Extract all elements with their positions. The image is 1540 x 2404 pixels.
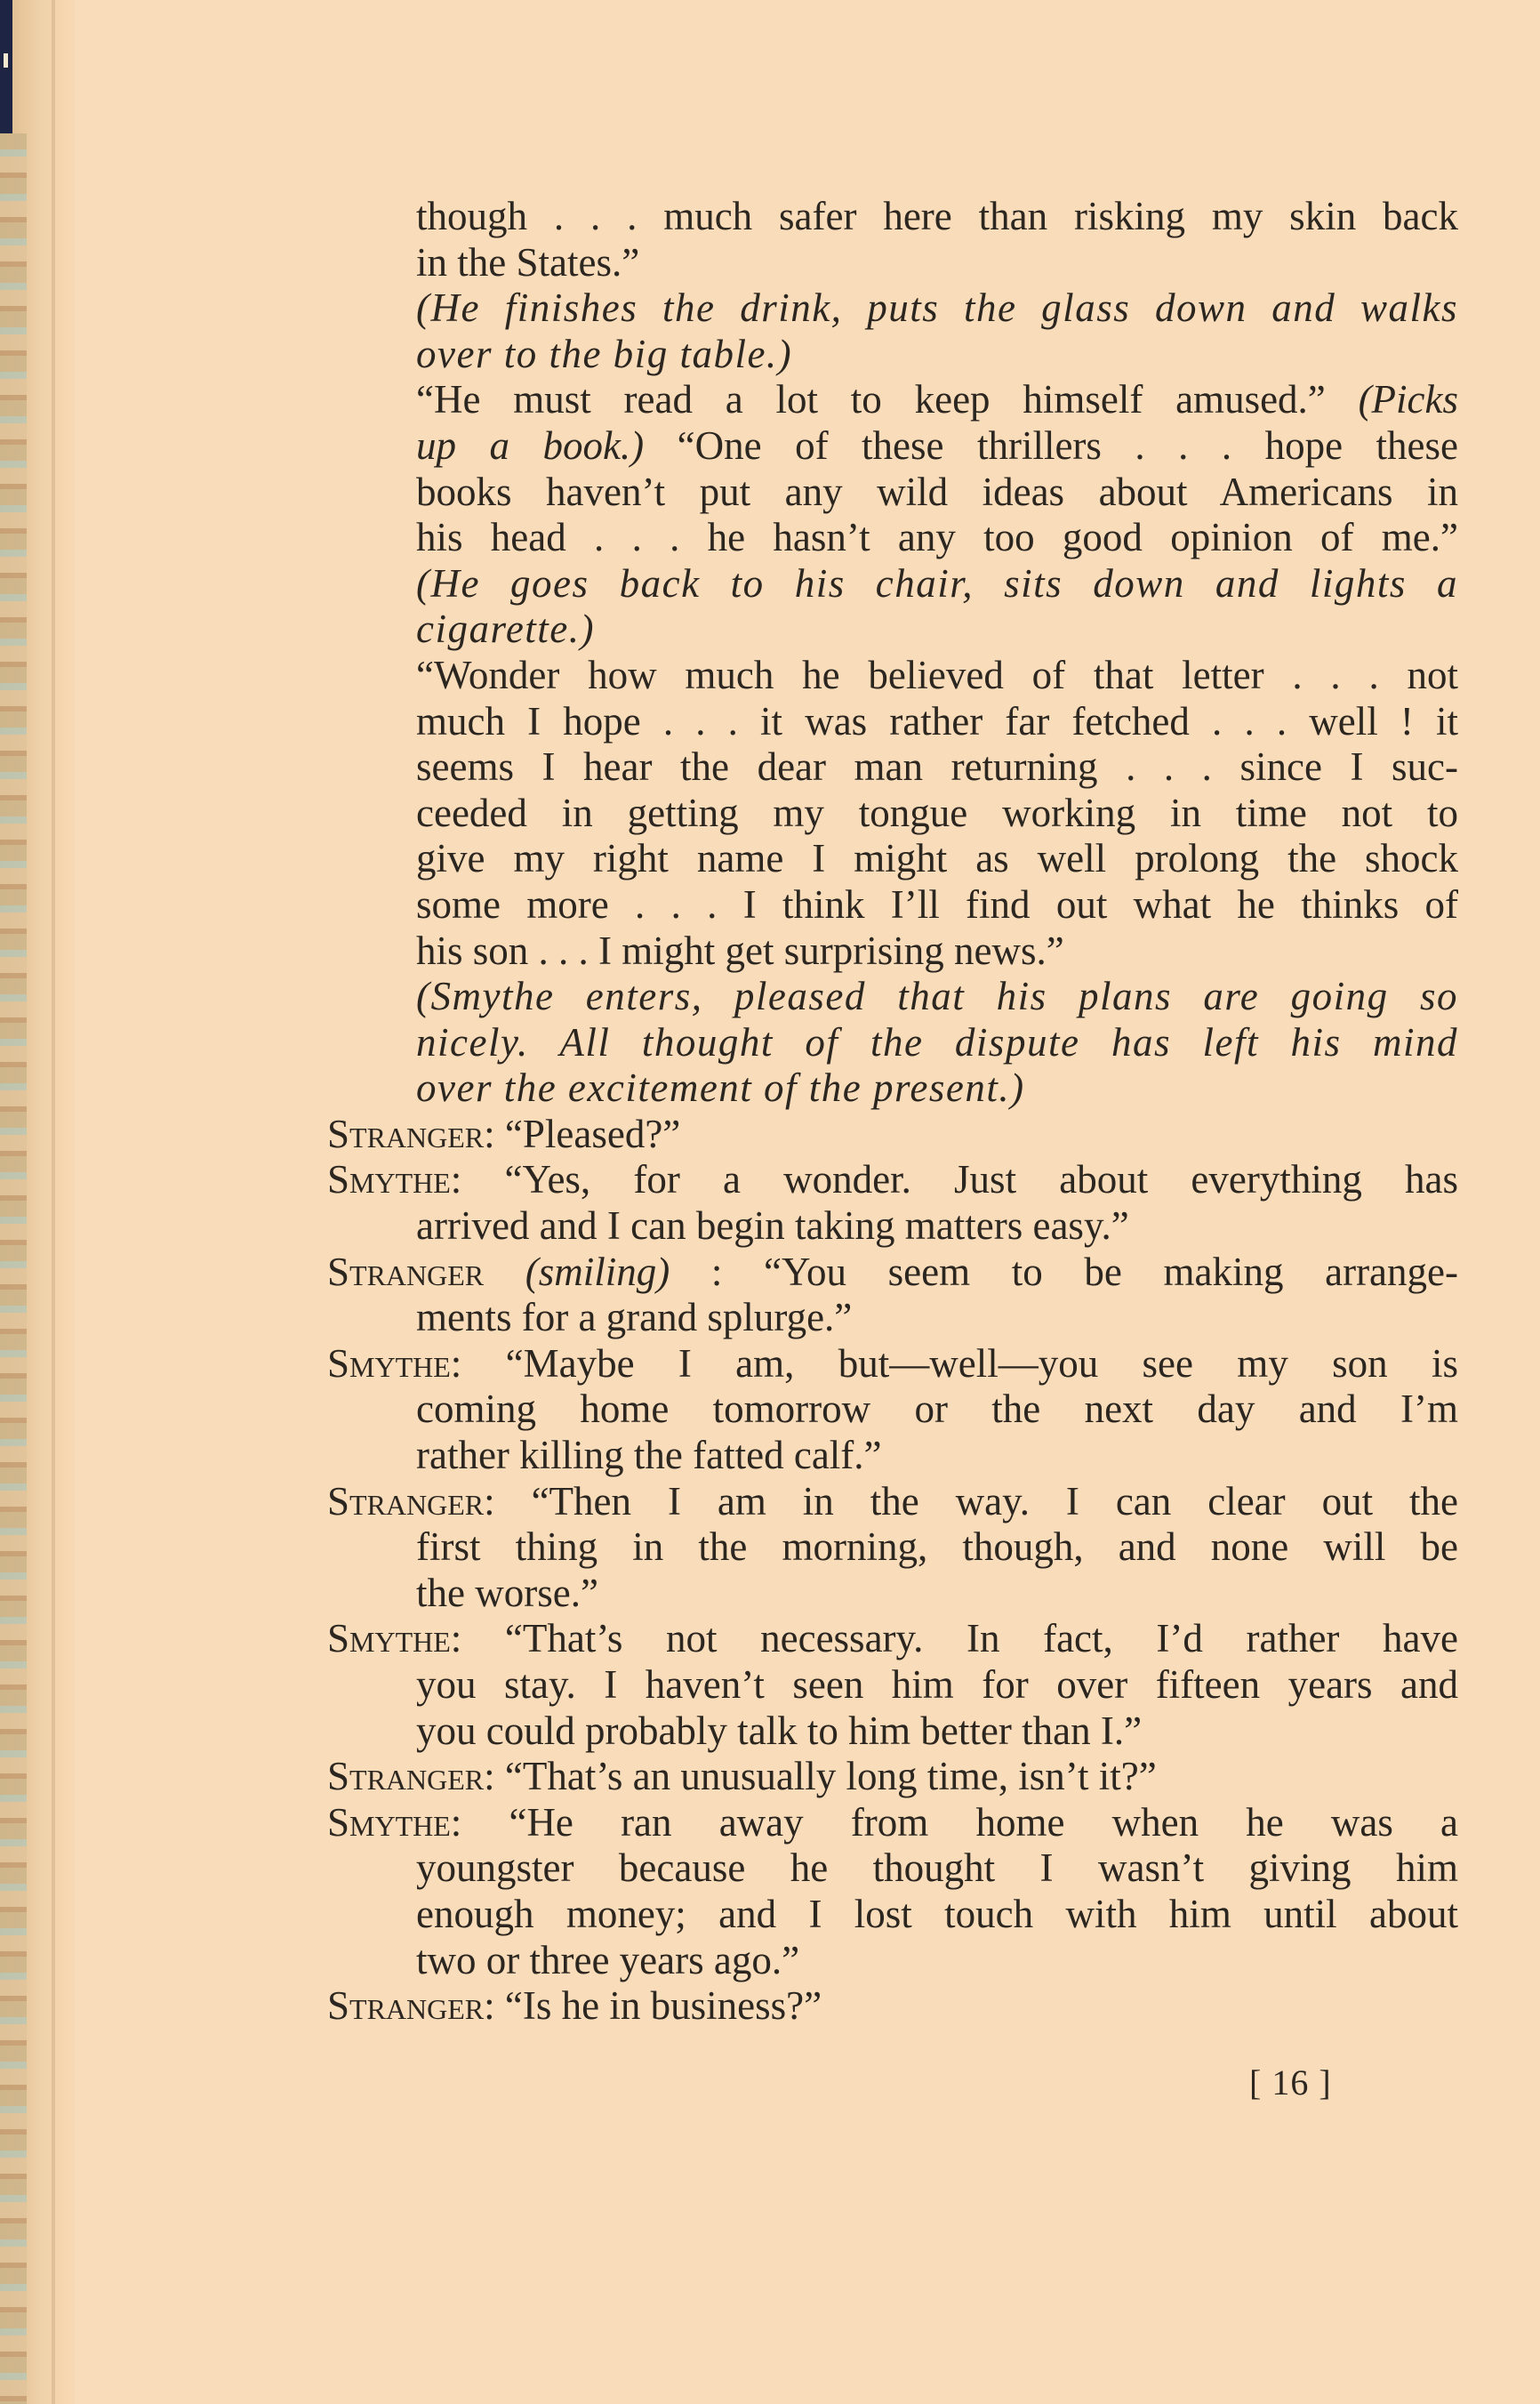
text-line (327, 1571, 1458, 1617)
text-run: some more . . . I think I’ll find out what he thinks of (416, 881, 1458, 927)
page-text (327, 194, 1458, 2030)
stage-direction-line (327, 607, 1458, 653)
binding-edge (0, 133, 27, 2404)
text-run: coming home tomorrow or the next day and I’m (416, 1387, 1458, 1432)
text-run: ments for a grand splurge.” (416, 1295, 853, 1340)
dialogue-line (327, 1479, 1458, 1525)
stage-direction-line (327, 1065, 1458, 1112)
stage-direction-line (327, 561, 1458, 607)
speaker-name: Smythe (327, 1799, 451, 1845)
text-line (327, 1433, 1458, 1479)
text-run: his son . . . I might get surprising news.” (416, 928, 1064, 973)
speaker-name: Smythe (327, 1616, 451, 1661)
speaker-name: Smythe (327, 1157, 451, 1202)
text-run: : “Yes, for a wonder. Just about everything has (450, 1157, 1458, 1202)
text-line (327, 1295, 1458, 1341)
text-run: rather killing the fatted calf.” (416, 1433, 882, 1478)
text-run: : “Then I am in the way. I can clear out the (484, 1478, 1458, 1524)
text-line (327, 653, 1458, 699)
text-line (327, 1938, 1458, 1984)
speaker-name: Stranger (327, 1478, 485, 1524)
text-line (327, 1662, 1458, 1709)
dialogue-line (327, 1250, 1458, 1296)
text-run: two or three years ago.” (416, 1937, 800, 1982)
speaker-name: Stranger (327, 1111, 485, 1156)
text-run: enough money; and I lost touch with him until about (416, 1891, 1458, 1936)
dialogue-line (327, 1616, 1458, 1662)
stage-direction: up a book.) (416, 422, 645, 468)
text-run: though . . . much safer here than risking my skin back (416, 194, 1458, 238)
text-line (327, 699, 1458, 745)
dialogue-line (327, 1983, 1458, 2030)
speaker-name: Stranger (327, 1754, 485, 1799)
dialogue-line (327, 1754, 1458, 1800)
text-line (327, 377, 1458, 423)
speaker-name: Stranger (327, 1249, 485, 1294)
text-run: “Wonder how much he believed of that letter . . . not (416, 652, 1458, 697)
text-run: over to the big table.) (416, 331, 793, 376)
stage-direction-line (327, 285, 1458, 332)
stage-direction-line (327, 1020, 1458, 1066)
text-run: give my right name I might as well prolong the shock (416, 836, 1458, 881)
text-run: “One of these thrillers . . . hope these (644, 422, 1458, 468)
text-run: (Smythe enters, pleased that his plans are going so (416, 974, 1458, 1019)
text-line (327, 1845, 1458, 1892)
text-run: seems I hear the dear man returning . . . since I suc- (416, 744, 1458, 790)
text-run: : “Pleased?” (484, 1111, 681, 1156)
cover-edge (0, 0, 12, 133)
text-run: books haven’t put any wild ideas about Americans in (416, 469, 1458, 514)
text-line (327, 929, 1458, 975)
text-line (327, 194, 1458, 240)
stage-direction-line (327, 974, 1458, 1020)
text-run: youngster because he thought I wasn’t giving him (416, 1845, 1458, 1891)
text-run: his head . . . he hasn’t any too good opinion of me.” (416, 515, 1458, 560)
text-line (327, 836, 1458, 882)
text-run: the worse.” (416, 1570, 598, 1615)
dialogue-line (327, 1800, 1458, 1846)
text-run: first thing in the morning, though, and none will be (416, 1524, 1458, 1570)
text-line (327, 882, 1458, 929)
text-line (327, 515, 1458, 561)
text-line (327, 791, 1458, 837)
text-run: “He must read a lot to keep himself amused.” (416, 377, 1359, 422)
text-run: : “He ran away from home when he was a (450, 1799, 1458, 1845)
text-run: nicely. All thought of the dispute has left his mind (416, 1019, 1458, 1065)
text-run: in the States.” (416, 239, 640, 285)
text-line (327, 470, 1458, 516)
text-line (327, 1387, 1458, 1433)
text-line (327, 1892, 1458, 1938)
speaker-name: Smythe (327, 1340, 451, 1386)
cover-edge-mark (4, 53, 8, 68)
stage-direction: (smiling) (484, 1249, 670, 1294)
text-line (327, 1709, 1458, 1755)
text-run: ceeded in getting my tongue working in time not to (416, 790, 1458, 835)
gutter-shadow (52, 0, 55, 2404)
text-line (327, 240, 1458, 286)
text-run: you stay. I haven’t seen him for over fifteen years and (416, 1662, 1458, 1707)
text-run: (He finishes the drink, puts the glass down and walks (416, 285, 1458, 331)
speaker-name: Stranger (327, 1983, 485, 2029)
stage-direction: (Picks (1358, 377, 1458, 422)
dialogue-line (327, 1157, 1458, 1203)
text-line (327, 1524, 1458, 1571)
stage-direction-line (327, 332, 1458, 378)
text-run: over the excitement of the present.) (416, 1065, 1025, 1111)
text-line (327, 1203, 1458, 1250)
text-run: (He goes back to his chair, sits down and lights a (416, 560, 1458, 606)
page-number: [ 16 ] (1249, 2062, 1332, 2102)
text-run: you could probably talk to him better than I.” (416, 1708, 1143, 1753)
text-line (327, 423, 1458, 470)
text-run: arrived and I can begin taking matters easy.” (416, 1203, 1129, 1249)
text-run: cigarette.) (416, 607, 596, 652)
text-run: much I hope . . . it was rather far fetched . . . well ! it (416, 698, 1458, 744)
dialogue-line (327, 1112, 1458, 1158)
text-run: : “That’s an unusually long time, isn’t it?” (484, 1754, 1157, 1799)
text-run: : “Is he in business?” (484, 1983, 822, 2029)
text-line (327, 744, 1458, 791)
text-run: : “Maybe I am, but—well—you see my son is (450, 1340, 1458, 1386)
text-run: : “That’s not necessary. In fact, I’d rather have (450, 1616, 1458, 1661)
dialogue-line (327, 1341, 1458, 1387)
text-run: : “You seem to be making arrange- (670, 1249, 1458, 1294)
